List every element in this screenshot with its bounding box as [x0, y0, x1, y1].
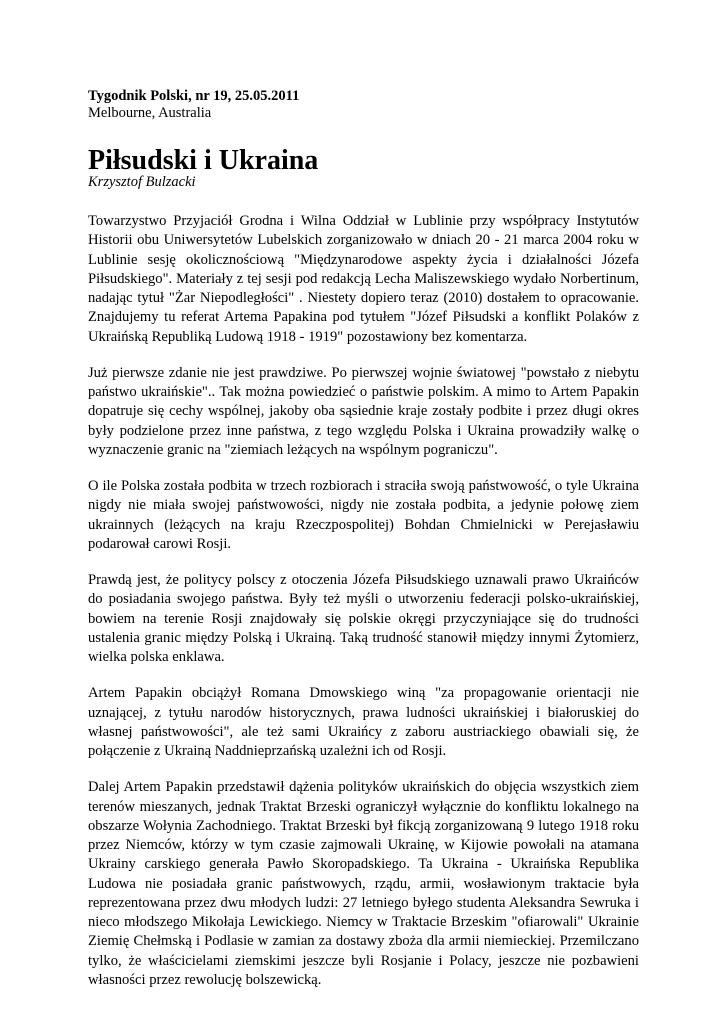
- article-body: [88, 212, 639, 990]
- document-page: [88, 88, 639, 1007]
- article-author: Krzysztof Bulzacki: [88, 174, 196, 190]
- publication-line: Tygodnik Polski, nr 19, 25.05.2011: [88, 88, 300, 104]
- paragraph: Artem Papakin obciążył Romana Dmowskiego winą "za propagowanie orientacji nie uznającej, z tytułu narodów historycznych, prawa ludności ukraińskiej i białoruskiej do własnej państwowości", ale też sami Ukraińcy z zaboru austriackiego obawiali się, że połączenie z Ukrainą Naddnieprzańską uzależni ich od Rosji.: [88, 685, 639, 759]
- location-line: Melbourne, Australia: [88, 105, 212, 121]
- paragraph: Towarzystwo Przyjaciół Grodna i Wilna Oddział w Lublinie przy współpracy Instytutów Historii obu Uniwersytetów Lubelskich zorganizowało w dniach 20 - 21 marca 2004 roku w Lublinie sesję okolicznościową "Międzynarodowe aspekty życia i działalności Józefa Piłsudskiego". Materiały z tej sesji pod redakcją Lecha Maliszewskiego wydało Norbertinum, nadając tytuł "Żar Niepodległości" . Niestety dopiero teraz (2010) dostałem to opracowanie. Znajdujemy tu referat Artema Papakina pod tytułem "Józef Piłsudski a konflikt Polaków z Ukraińską Republiką Ludową 1918 - 1919" pozostawiony bez komentarza.: [88, 213, 639, 345]
- paragraph: Już pierwsze zdanie nie jest prawdziwe. Po pierwszej wojnie światowej "powstało z niebytu państwo ukraińskie".. Tak można powiedzieć o państwie polskim. A mimo to Artem Papakin dopatruje się cechy wspólnej, jakoby oba sąsiednie kraje zostały podbite i przez długi okres były podzielone przez inne państwa, z tego względu Polska i Ukraina prowadziły walkę o wyznaczenie granic na "ziemiach leżących na wspólnym pograniczu".: [88, 364, 639, 458]
- paragraph: Prawdą jest, że politycy polscy z otoczenia Józefa Piłsudskiego uznawali prawo Ukraińców do posiadania swojego państwa. Były też myśli o utworzeniu federacji polsko-ukraińskiej, bowiem na terenie Rosji znajdowały się polskie okręgi przyczyniające się do trudności ustalenia granic między Polską i Ukrainą. Taką trudność stanowił między innymi Żytomierz, wielka polska enklawa.: [88, 572, 639, 665]
- paragraph: Dalej Artem Papakin przedstawił dążenia polityków ukraińskich do objęcia wszystkich ziem terenów mieszanych, jednak Traktat Brzeski ograniczył wyłącznie do konfliktu lokalnego na obszarze Wołynia Zachodniego. Traktat Brzeski był fikcją zorganizowaną 9 lutego 1918 roku przez Niemców, którzy w tym czasie zajmowali Ukrainę, w Kijowie powołali na atamana Ukrainy carskiego generała Pawło Skoropadskiego. Ta Ukraina - Ukraińska Republika Ludowa nie posiadała granic państwowych, rządu, armii, wosławionym traktacie była reprezentowana przez dwu młodych ludzi: 27 letniego byłego studenta Aleksandra Sewruka i nieco młodszego Mikołaja Lewickiego. Niemcy w Traktacie Brzeskim "ofiarowali" Ukrainie Ziemię Chełmską i Podlasie w zamian za dostawy zboża dla armii niemieckiej. Przemilczano tylko, że właścicielami ziemskimi jeszcze byli Rosjanie i Polacy, jeszcze nie pozbawieni własności przez rewolucję bolszewicką.: [88, 779, 639, 988]
- article-title: Piłsudski i Ukraina: [88, 145, 319, 176]
- paragraph: O ile Polska została podbita w trzech rozbiorach i straciła swoją państwowość, o tyle Ukraina nigdy nie miała swojej państwowości, nigdy nie została podbita, a jedynie połowę ziem ukrainnych (leżących na kraju Rzeczpospolitej) Bohdan Chmielnicki w Perejasławiu podarował carowi Rosji.: [88, 478, 639, 552]
